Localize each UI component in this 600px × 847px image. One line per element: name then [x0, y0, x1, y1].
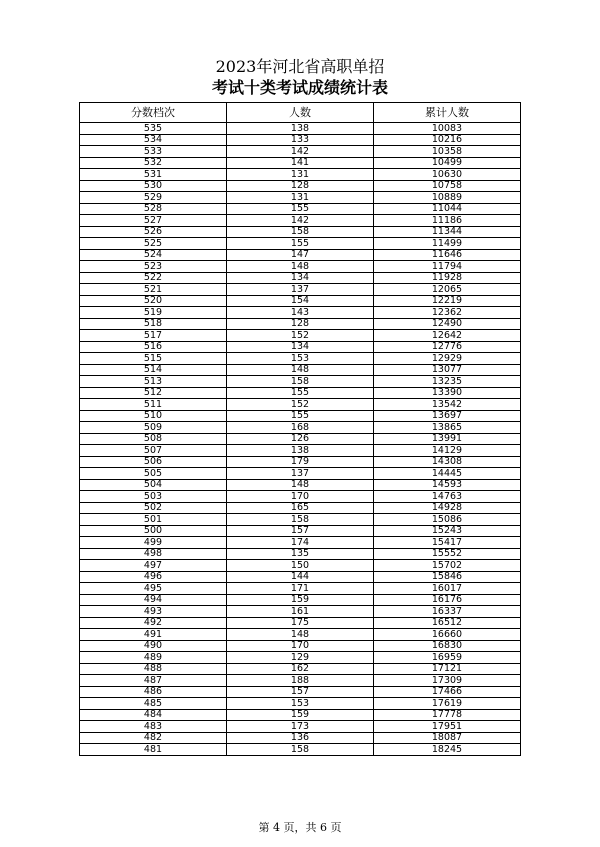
table-row [80, 353, 521, 365]
score-cell: 532 [80, 157, 227, 169]
table-row [80, 456, 521, 468]
cumulative-cell: 13697 [374, 410, 521, 422]
score-cell: 511 [80, 399, 227, 411]
cumulative-cell: 11044 [374, 203, 521, 215]
score-cell: 514 [80, 364, 227, 376]
table-row [80, 410, 521, 422]
table-row [80, 594, 521, 606]
count-cell: 165 [227, 502, 374, 514]
table-row [80, 445, 521, 457]
cumulative-cell: 11794 [374, 261, 521, 273]
score-cell: 520 [80, 295, 227, 307]
score-cell: 529 [80, 192, 227, 204]
count-cell: 148 [227, 479, 374, 491]
table-row [80, 732, 521, 744]
cumulative-cell: 16176 [374, 594, 521, 606]
score-cell: 517 [80, 330, 227, 342]
count-cell: 157 [227, 686, 374, 698]
score-cell: 481 [80, 744, 227, 756]
cumulative-cell: 10358 [374, 146, 521, 158]
count-cell: 152 [227, 399, 374, 411]
count-cell: 131 [227, 192, 374, 204]
table-row [80, 560, 521, 572]
count-cell: 143 [227, 307, 374, 319]
cumulative-cell: 17951 [374, 721, 521, 733]
table-row [80, 652, 521, 664]
cumulative-cell: 13077 [374, 364, 521, 376]
table-body [80, 123, 521, 756]
count-cell: 170 [227, 491, 374, 503]
table-row [80, 284, 521, 296]
cumulative-cell: 10499 [374, 157, 521, 169]
table-row [80, 295, 521, 307]
table-row [80, 376, 521, 388]
count-cell: 171 [227, 583, 374, 595]
score-cell: 526 [80, 226, 227, 238]
table-row [80, 548, 521, 560]
score-cell: 522 [80, 272, 227, 284]
table-row [80, 203, 521, 215]
table-row [80, 583, 521, 595]
score-cell: 493 [80, 606, 227, 618]
count-cell: 158 [227, 376, 374, 388]
count-cell: 148 [227, 629, 374, 641]
score-cell: 508 [80, 433, 227, 445]
score-cell: 521 [80, 284, 227, 296]
count-cell: 150 [227, 560, 374, 572]
table-row [80, 514, 521, 526]
count-cell: 188 [227, 675, 374, 687]
count-cell: 134 [227, 272, 374, 284]
cumulative-cell: 14129 [374, 445, 521, 457]
cumulative-cell: 10216 [374, 134, 521, 146]
table-row [80, 318, 521, 330]
table-row [80, 215, 521, 227]
table-row [80, 491, 521, 503]
count-cell: 170 [227, 640, 374, 652]
cumulative-cell: 13390 [374, 387, 521, 399]
count-cell: 138 [227, 445, 374, 457]
header-cumulative-count: 累计人数 [374, 103, 521, 123]
count-cell: 152 [227, 330, 374, 342]
cumulative-cell: 14593 [374, 479, 521, 491]
score-cell: 483 [80, 721, 227, 733]
count-cell: 142 [227, 146, 374, 158]
cumulative-cell: 11928 [374, 272, 521, 284]
score-cell: 525 [80, 238, 227, 250]
cumulative-cell: 12776 [374, 341, 521, 353]
cumulative-cell: 13235 [374, 376, 521, 388]
cumulative-cell: 13991 [374, 433, 521, 445]
table-row [80, 525, 521, 537]
score-cell: 491 [80, 629, 227, 641]
count-cell: 148 [227, 364, 374, 376]
table-row [80, 238, 521, 250]
cumulative-cell: 15552 [374, 548, 521, 560]
table-row [80, 709, 521, 721]
count-cell: 155 [227, 203, 374, 215]
table-row [80, 261, 521, 273]
cumulative-cell: 17778 [374, 709, 521, 721]
count-cell: 157 [227, 525, 374, 537]
cumulative-cell: 13865 [374, 422, 521, 434]
cumulative-cell: 17309 [374, 675, 521, 687]
cumulative-cell: 14763 [374, 491, 521, 503]
score-cell: 492 [80, 617, 227, 629]
cumulative-cell: 17466 [374, 686, 521, 698]
count-cell: 131 [227, 169, 374, 181]
cumulative-cell: 14308 [374, 456, 521, 468]
cumulative-cell: 11186 [374, 215, 521, 227]
cumulative-cell: 18087 [374, 732, 521, 744]
cumulative-cell: 12219 [374, 295, 521, 307]
count-cell: 179 [227, 456, 374, 468]
table-row [80, 433, 521, 445]
count-cell: 155 [227, 387, 374, 399]
score-cell: 497 [80, 560, 227, 572]
score-cell: 515 [80, 353, 227, 365]
cumulative-cell: 17619 [374, 698, 521, 710]
count-cell: 126 [227, 433, 374, 445]
cumulative-cell: 15702 [374, 560, 521, 572]
score-cell: 531 [80, 169, 227, 181]
score-cell: 484 [80, 709, 227, 721]
header-count: 人数 [227, 103, 374, 123]
count-cell: 134 [227, 341, 374, 353]
cumulative-cell: 17121 [374, 663, 521, 675]
count-cell: 168 [227, 422, 374, 434]
document-title: 2023年河北省高职单招 [215, 57, 385, 76]
table-row [80, 307, 521, 319]
table-row [80, 606, 521, 618]
count-cell: 148 [227, 261, 374, 273]
table-row [80, 537, 521, 549]
count-cell: 141 [227, 157, 374, 169]
table-row [80, 698, 521, 710]
table-row [80, 629, 521, 641]
cumulative-cell: 13542 [374, 399, 521, 411]
count-cell: 155 [227, 410, 374, 422]
cumulative-cell: 12065 [374, 284, 521, 296]
score-cell: 530 [80, 180, 227, 192]
score-cell: 509 [80, 422, 227, 434]
count-cell: 159 [227, 594, 374, 606]
count-cell: 175 [227, 617, 374, 629]
cumulative-cell: 16512 [374, 617, 521, 629]
score-cell: 523 [80, 261, 227, 273]
score-cell: 486 [80, 686, 227, 698]
score-cell: 519 [80, 307, 227, 319]
cumulative-cell: 10889 [374, 192, 521, 204]
score-cell: 488 [80, 663, 227, 675]
cumulative-cell: 12362 [374, 307, 521, 319]
table-row [80, 146, 521, 158]
cumulative-cell: 14928 [374, 502, 521, 514]
table-row [80, 180, 521, 192]
cumulative-cell: 15846 [374, 571, 521, 583]
cumulative-cell: 11646 [374, 249, 521, 261]
count-cell: 158 [227, 744, 374, 756]
score-cell: 499 [80, 537, 227, 549]
score-cell: 498 [80, 548, 227, 560]
cumulative-cell: 12490 [374, 318, 521, 330]
cumulative-cell: 16017 [374, 583, 521, 595]
cumulative-cell: 18245 [374, 744, 521, 756]
table-row [80, 169, 521, 181]
score-cell: 506 [80, 456, 227, 468]
count-cell: 159 [227, 709, 374, 721]
score-statistics-table [79, 102, 521, 756]
table-row [80, 272, 521, 284]
score-cell: 513 [80, 376, 227, 388]
table-row [80, 617, 521, 629]
table-row [80, 479, 521, 491]
score-cell: 494 [80, 594, 227, 606]
table-row [80, 123, 521, 135]
table-row [80, 744, 521, 756]
table-row [80, 364, 521, 376]
score-cell: 489 [80, 652, 227, 664]
score-cell: 496 [80, 571, 227, 583]
score-cell: 533 [80, 146, 227, 158]
count-cell: 135 [227, 548, 374, 560]
table-row [80, 341, 521, 353]
count-cell: 158 [227, 514, 374, 526]
score-cell: 490 [80, 640, 227, 652]
cumulative-cell: 12642 [374, 330, 521, 342]
table-row [80, 330, 521, 342]
cumulative-cell: 14445 [374, 468, 521, 480]
score-cell: 495 [80, 583, 227, 595]
count-cell: 128 [227, 318, 374, 330]
table-row [80, 422, 521, 434]
cumulative-cell: 16959 [374, 652, 521, 664]
count-cell: 154 [227, 295, 374, 307]
table-row [80, 192, 521, 204]
count-cell: 136 [227, 732, 374, 744]
score-cell: 503 [80, 491, 227, 503]
count-cell: 137 [227, 284, 374, 296]
table-row [80, 686, 521, 698]
count-cell: 144 [227, 571, 374, 583]
cumulative-cell: 11499 [374, 238, 521, 250]
table-row [80, 399, 521, 411]
table-row [80, 571, 521, 583]
score-cell: 512 [80, 387, 227, 399]
table-row [80, 675, 521, 687]
header-score-level: 分数档次 [80, 103, 227, 123]
score-cell: 510 [80, 410, 227, 422]
count-cell: 158 [227, 226, 374, 238]
score-cell: 507 [80, 445, 227, 457]
cumulative-cell: 12929 [374, 353, 521, 365]
table-row [80, 226, 521, 238]
score-cell: 527 [80, 215, 227, 227]
count-cell: 155 [227, 238, 374, 250]
table-row [80, 249, 521, 261]
count-cell: 173 [227, 721, 374, 733]
count-cell: 153 [227, 698, 374, 710]
count-cell: 137 [227, 468, 374, 480]
table-header-row [80, 103, 521, 123]
score-cell: 516 [80, 341, 227, 353]
score-cell: 482 [80, 732, 227, 744]
cumulative-cell: 16830 [374, 640, 521, 652]
count-cell: 142 [227, 215, 374, 227]
table-row [80, 640, 521, 652]
score-cell: 485 [80, 698, 227, 710]
cumulative-cell: 15243 [374, 525, 521, 537]
count-cell: 162 [227, 663, 374, 675]
score-cell: 534 [80, 134, 227, 146]
count-cell: 153 [227, 353, 374, 365]
table-row [80, 387, 521, 399]
cumulative-cell: 10083 [374, 123, 521, 135]
table-row [80, 468, 521, 480]
score-cell: 500 [80, 525, 227, 537]
cumulative-cell: 10630 [374, 169, 521, 181]
cumulative-cell: 15417 [374, 537, 521, 549]
table-row [80, 721, 521, 733]
table-row [80, 157, 521, 169]
count-cell: 161 [227, 606, 374, 618]
count-cell: 138 [227, 123, 374, 135]
score-cell: 535 [80, 123, 227, 135]
cumulative-cell: 10758 [374, 180, 521, 192]
cumulative-cell: 16660 [374, 629, 521, 641]
document-subtitle: 考试十类考试成绩统计表 [211, 78, 388, 97]
table-row [80, 663, 521, 675]
score-cell: 528 [80, 203, 227, 215]
count-cell: 129 [227, 652, 374, 664]
count-cell: 147 [227, 249, 374, 261]
cumulative-cell: 15086 [374, 514, 521, 526]
count-cell: 133 [227, 134, 374, 146]
cumulative-cell: 11344 [374, 226, 521, 238]
score-cell: 501 [80, 514, 227, 526]
score-cell: 505 [80, 468, 227, 480]
score-cell: 487 [80, 675, 227, 687]
table-row [80, 134, 521, 146]
cumulative-cell: 16337 [374, 606, 521, 618]
count-cell: 128 [227, 180, 374, 192]
page-footer: 第 4 页，共 6 页 [258, 821, 342, 834]
table-row [80, 502, 521, 514]
score-cell: 524 [80, 249, 227, 261]
score-cell: 518 [80, 318, 227, 330]
score-cell: 502 [80, 502, 227, 514]
score-cell: 504 [80, 479, 227, 491]
count-cell: 174 [227, 537, 374, 549]
